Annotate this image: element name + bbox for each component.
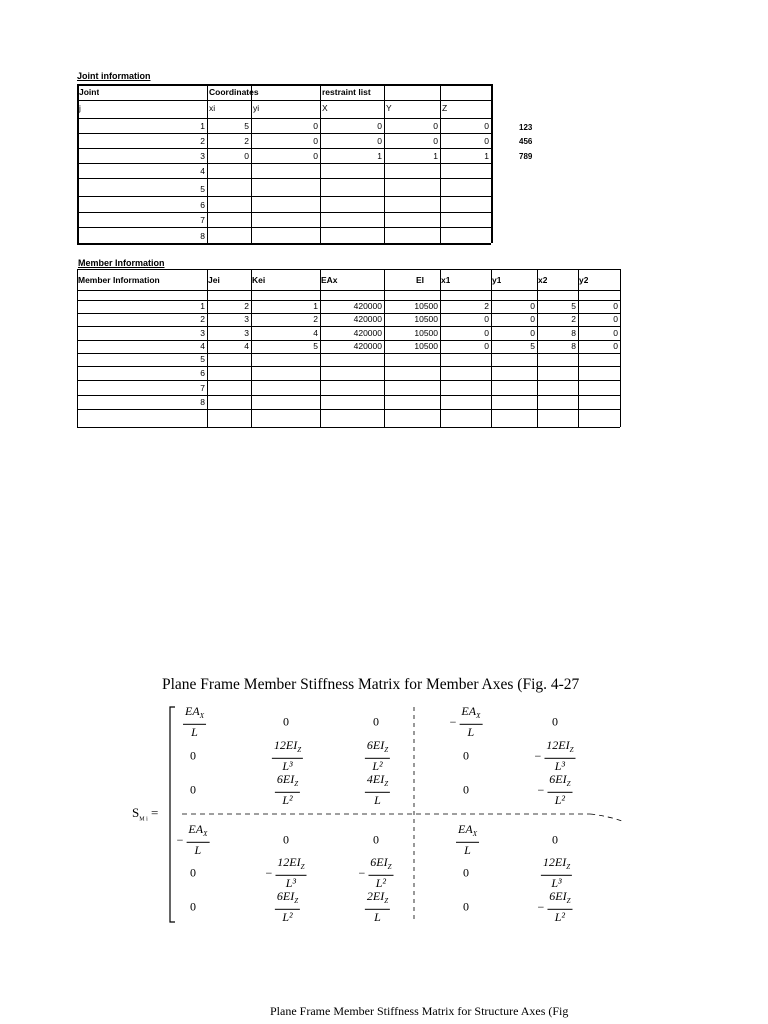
numerator-subscript: Z <box>566 897 571 906</box>
matrix-entry <box>463 783 469 798</box>
matrix-zero: 0 <box>190 748 196 763</box>
numerator-subscript: Z <box>566 780 571 789</box>
numerator-text: 4EI <box>366 771 385 786</box>
matrix-fraction <box>456 823 479 857</box>
member-cell: 2 <box>313 314 318 324</box>
matrix-partition-curve <box>590 814 622 821</box>
member-cell: 0 <box>613 314 618 324</box>
member-cell: 2 <box>244 301 249 311</box>
fraction-numerator <box>456 823 479 843</box>
matrix-figure-title: Plane Frame Member Stiffness Matrix for Member Axes (Fig. 4-27 <box>162 676 580 693</box>
matrix-entry <box>362 890 390 924</box>
matrix-entry <box>453 823 479 857</box>
fraction-denominator: L <box>374 793 381 808</box>
joint-header-y: Y <box>386 103 392 113</box>
matrix-fraction <box>365 739 390 773</box>
joint-row-number: 7 <box>200 215 205 225</box>
matrix-zero: 0 <box>283 714 289 729</box>
member-header-cell: Jei <box>208 275 220 285</box>
joint-side-value: 123 <box>519 123 533 132</box>
joint-side-value: 456 <box>519 137 533 146</box>
matrix-entry <box>190 783 196 798</box>
matrix-entry <box>463 900 469 915</box>
matrix-lhs-subscript: M i <box>139 816 148 823</box>
joint-cell: 0 <box>377 121 382 131</box>
member-row-number: 3 <box>200 328 205 338</box>
numerator-text: 12EI <box>546 737 570 752</box>
joint-cell: 0 <box>484 121 489 131</box>
numerator-subscript: X <box>203 830 208 839</box>
matrix-entry <box>373 833 379 848</box>
matrix-minus-sign: − <box>537 899 545 914</box>
matrix-minus-sign: − <box>449 714 457 729</box>
member-cell: 0 <box>613 341 618 351</box>
matrix-minus-sign: − <box>358 865 366 880</box>
matrix-fraction <box>547 890 572 924</box>
joint-row-number: 5 <box>200 184 205 194</box>
fraction-denominator: L <box>467 725 475 740</box>
joint-header-xi: xi <box>209 103 216 113</box>
joint-row-number: 1 <box>200 121 205 131</box>
joint-cell: 0 <box>313 136 318 146</box>
member-cell: 4 <box>313 328 318 338</box>
joint-cell: 1 <box>377 151 382 161</box>
fraction-numerator <box>547 890 572 910</box>
matrix-entry <box>190 749 196 764</box>
fraction-numerator <box>186 823 209 843</box>
joint-header-z: Z <box>442 103 448 113</box>
matrix-entry <box>272 773 300 807</box>
member-row-number: 2 <box>200 314 205 324</box>
fraction-denominator: L³ <box>551 876 562 891</box>
member-row-number: 1 <box>200 301 205 311</box>
matrix-entry <box>358 856 393 890</box>
member-cell: 10500 <box>414 301 438 311</box>
matrix-zero: 0 <box>283 832 289 847</box>
matrix-fraction <box>186 823 209 857</box>
matrix-entry <box>552 715 558 730</box>
member-header-cell: y1 <box>492 275 502 285</box>
matrix-zero: 0 <box>190 865 196 880</box>
numerator-subscript: X <box>472 830 477 839</box>
matrix-entry <box>283 833 289 848</box>
numerator-text: 12EI <box>277 854 301 869</box>
member-cell: 0 <box>530 301 535 311</box>
fraction-numerator <box>368 856 393 876</box>
fraction-numerator <box>459 705 482 725</box>
member-cell: 4 <box>244 341 249 351</box>
matrix-zero: 0 <box>463 899 469 914</box>
numerator-subscript: Z <box>387 863 392 872</box>
matrix-fraction <box>368 856 393 890</box>
matrix-minus-sign: − <box>534 748 542 763</box>
matrix-entry <box>362 773 390 807</box>
member-cell: 420000 <box>353 314 382 324</box>
matrix-entry <box>177 823 210 857</box>
member-cell: 420000 <box>353 301 382 311</box>
member-row-number: 5 <box>200 354 205 364</box>
numerator-text: 6EI <box>549 771 567 786</box>
fraction-denominator: L³ <box>282 759 293 774</box>
matrix-lhs-symbol: S <box>132 805 140 820</box>
member-cell: 0 <box>613 328 618 338</box>
fraction-denominator: L <box>464 843 471 858</box>
member-cell: 0 <box>613 301 618 311</box>
matrix-fraction <box>272 739 303 773</box>
matrix-entry <box>538 856 572 890</box>
joint-row-number: 8 <box>200 231 205 241</box>
numerator-text: 12EI <box>542 854 567 869</box>
numerator-subscript: Z <box>294 897 299 906</box>
fraction-numerator <box>272 739 303 759</box>
joint-cell: 0 <box>313 121 318 131</box>
joint-cell: 2 <box>244 136 249 146</box>
numerator-subscript: Z <box>566 863 571 872</box>
fraction-denominator: L² <box>282 793 293 808</box>
matrix-minus-sign: − <box>176 832 184 847</box>
fraction-numerator <box>275 856 306 876</box>
joint-header-x: X <box>322 103 328 113</box>
matrix-entry <box>450 705 483 739</box>
fraction-numerator <box>275 890 300 910</box>
member-cell: 5 <box>571 301 576 311</box>
numerator-text: EA <box>188 821 204 836</box>
numerator-subscript: Z <box>384 897 389 906</box>
joint-cell: 0 <box>433 121 438 131</box>
member-cell: 3 <box>244 314 249 324</box>
joint-cell: 1 <box>484 151 489 161</box>
fraction-numerator <box>365 739 390 759</box>
matrix-fraction <box>275 856 306 890</box>
matrix-fraction <box>183 705 206 739</box>
numerator-text: EA <box>461 703 477 718</box>
numerator-subscript: Z <box>569 746 574 755</box>
member-row-number: 7 <box>200 383 205 393</box>
member-cell: 0 <box>530 314 535 324</box>
numerator-subscript: Z <box>384 780 389 789</box>
matrix-zero: 0 <box>552 832 558 847</box>
fraction-denominator: L² <box>554 793 566 808</box>
matrix-left-bracket <box>170 707 175 922</box>
fraction-denominator: L³ <box>285 876 297 891</box>
fraction-denominator: L³ <box>554 759 566 774</box>
numerator-text: EA <box>458 821 473 836</box>
joint-header-joint: Joint <box>79 87 100 97</box>
matrix-entry <box>269 739 303 773</box>
member-cell: 420000 <box>353 341 382 351</box>
joint-cell: 0 <box>244 151 249 161</box>
member-cell: 5 <box>313 341 318 351</box>
member-header-cell: Kei <box>252 275 266 285</box>
matrix-entry <box>537 890 572 924</box>
joint-header-coordinates: Coordinates <box>209 87 259 97</box>
joint-cell: 1 <box>433 151 438 161</box>
joint-row-number: 6 <box>200 200 205 210</box>
numerator-text: 6EI <box>276 888 295 903</box>
member-cell: 10500 <box>414 314 438 324</box>
member-cell: 1 <box>313 301 318 311</box>
matrix-minus-sign: − <box>265 865 273 880</box>
matrix-zero: 0 <box>373 714 379 729</box>
matrix-entry <box>463 749 469 764</box>
numerator-text: 6EI <box>370 854 388 869</box>
fraction-denominator: L <box>191 725 198 740</box>
fraction-denominator: L <box>194 843 202 858</box>
matrix-entry <box>180 705 206 739</box>
matrix-fraction <box>544 739 575 773</box>
fraction-numerator <box>544 739 575 759</box>
fraction-denominator: L² <box>282 910 293 925</box>
numerator-subscript: X <box>476 712 481 721</box>
matrix-entry <box>283 715 289 730</box>
member-header-cell: y2 <box>579 275 589 285</box>
matrix-entry <box>463 866 469 881</box>
fraction-denominator: L <box>374 910 381 925</box>
matrix-fraction <box>459 705 482 739</box>
matrix-fraction <box>547 773 572 807</box>
numerator-text: 12EI <box>273 737 298 752</box>
member-cell: 8 <box>571 341 576 351</box>
joint-cell: 5 <box>244 121 249 131</box>
member-cell: 2 <box>571 314 576 324</box>
member-row-number: 4 <box>200 341 205 351</box>
fraction-numerator <box>275 773 300 793</box>
fraction-numerator <box>365 890 390 910</box>
joint-cell: 0 <box>484 136 489 146</box>
joint-row-number: 2 <box>200 136 205 146</box>
member-header-cell: x1 <box>441 275 451 285</box>
joint-cell: 0 <box>433 136 438 146</box>
numerator-text: EA <box>185 703 200 718</box>
matrix-fraction <box>365 890 390 924</box>
joint-header-yi: yi <box>253 103 260 113</box>
matrix-zero: 0 <box>373 832 379 847</box>
numerator-subscript: Z <box>384 746 389 755</box>
matrix-entry <box>373 715 379 730</box>
member-cell: 0 <box>484 328 489 338</box>
matrix-zero: 0 <box>463 748 469 763</box>
fraction-denominator: L² <box>375 876 387 891</box>
matrix-entry <box>537 773 572 807</box>
joint-cell: 0 <box>313 151 318 161</box>
matrix-zero: 0 <box>552 714 558 729</box>
member-cell: 10500 <box>414 328 438 338</box>
matrix-minus-sign: − <box>537 782 545 797</box>
member-cell: 5 <box>530 341 535 351</box>
joint-side-value: 789 <box>519 152 533 161</box>
numerator-text: 6EI <box>549 888 567 903</box>
member-header-cell: EAx <box>321 275 338 285</box>
numerator-text: 2EI <box>366 888 385 903</box>
member-row-number: 8 <box>200 397 205 407</box>
member-cell: 10500 <box>414 341 438 351</box>
joint-cell: 0 <box>377 136 382 146</box>
numerator-text: 6EI <box>276 771 295 786</box>
member-cell: 0 <box>484 314 489 324</box>
numerator-text: 6EI <box>366 737 385 752</box>
matrix-fraction <box>275 773 300 807</box>
matrix-fraction <box>541 856 572 890</box>
matrix-zero: 0 <box>190 782 196 797</box>
joint-header-j: j <box>79 103 81 113</box>
matrix-entry <box>534 739 575 773</box>
matrix-zero: 0 <box>463 865 469 880</box>
joint-row-number: 3 <box>200 151 205 161</box>
numerator-subscript: Z <box>300 863 305 872</box>
member-cell: 0 <box>484 341 489 351</box>
joint-row-number: 4 <box>200 166 205 176</box>
matrix-entry <box>362 739 390 773</box>
numerator-subscript: X <box>199 712 204 721</box>
numerator-subscript: Z <box>294 780 299 789</box>
member-header-cell: Member Information <box>78 275 160 285</box>
member-header-cell: x2 <box>538 275 548 285</box>
matrix-entry <box>190 900 196 915</box>
matrix-fraction <box>275 890 300 924</box>
member-cell: 2 <box>484 301 489 311</box>
matrix-entry <box>272 890 300 924</box>
footer-caption: Plane Frame Member Stiffness Matrix for Structure Axes (Fig <box>270 1004 569 1018</box>
joint-section-title: Joint information <box>77 71 151 81</box>
member-cell: 0 <box>530 328 535 338</box>
member-row-number: 6 <box>200 368 205 378</box>
fraction-numerator <box>541 856 572 876</box>
fraction-numerator <box>183 705 206 725</box>
matrix-entry <box>190 866 196 881</box>
member-cell: 420000 <box>353 328 382 338</box>
fraction-numerator <box>365 773 390 793</box>
fraction-numerator <box>547 773 572 793</box>
matrix-zero: 0 <box>463 782 469 797</box>
matrix-entry <box>552 833 558 848</box>
matrix-entry <box>265 856 306 890</box>
member-header-cell: EI <box>415 275 424 285</box>
numerator-subscript: Z <box>297 746 302 755</box>
matrix-lhs-equals: = <box>147 805 159 820</box>
member-section-title: Member Information <box>78 258 165 268</box>
member-cell: 3 <box>244 328 249 338</box>
fraction-denominator: L² <box>554 910 566 925</box>
member-cell: 8 <box>571 328 576 338</box>
fraction-denominator: L² <box>372 759 383 774</box>
matrix-fraction <box>365 773 390 807</box>
joint-header-restraint: restraint list <box>322 87 371 97</box>
matrix-zero: 0 <box>190 899 196 914</box>
